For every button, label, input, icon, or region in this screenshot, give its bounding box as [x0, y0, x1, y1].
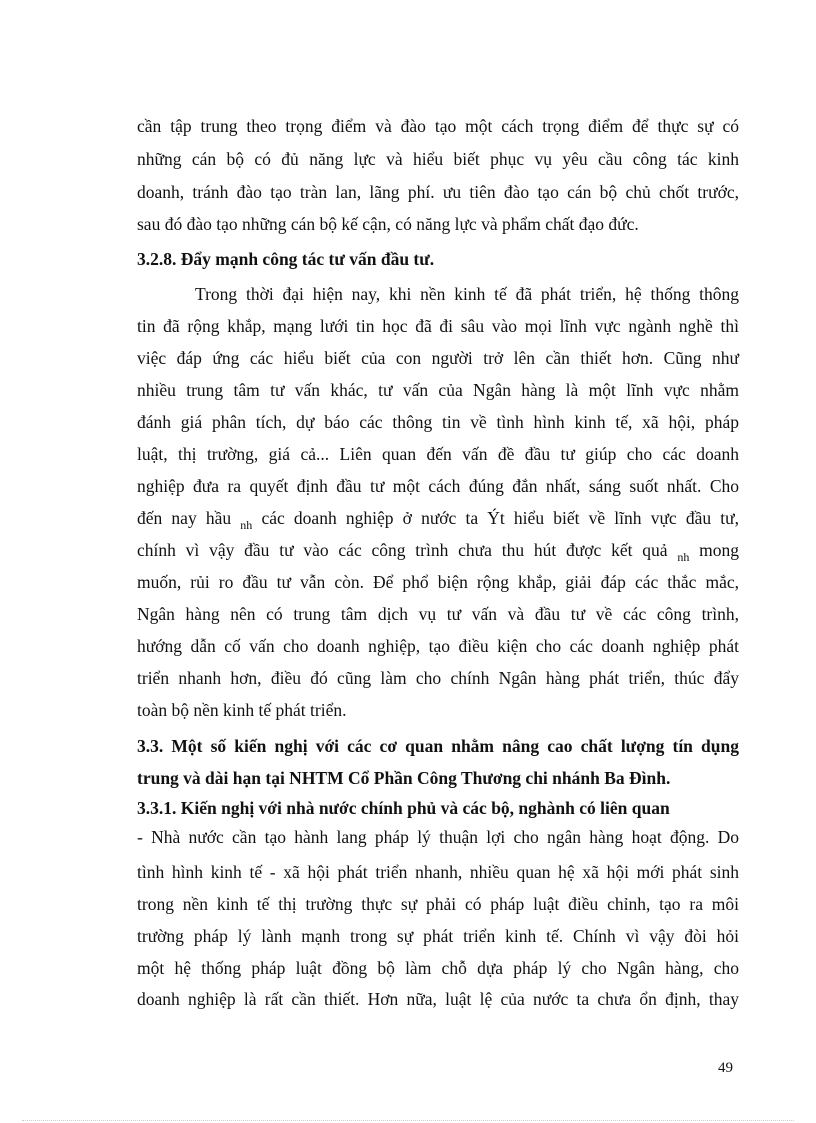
paragraph-line: những cán bộ có đủ năng lực và hiểu biết phục vụ yêu cầu công tác kinh	[137, 149, 739, 169]
paragraph-line: trong nền kinh tế thị trường thực sự phải có pháp luật điều chỉnh, tạo ra môi	[137, 894, 739, 914]
paragraph-line: sau đó đào tạo những cán bộ kế cận, có năng lực và phẩm chất đạo đức.	[137, 214, 639, 234]
paragraph-line	[137, 507, 740, 532]
paragraph-line: tin đã rộng khắp, mạng lưới tin học đã đi sâu vào mọi lĩnh vực ngành nghề thì	[137, 316, 739, 336]
paragraph-line: cần tập trung theo trọng điểm và đào tạo một cách trọng điểm để thực sự có	[137, 116, 739, 136]
section-heading-3-3-cont: trung và dài hạn tại NHTM Cổ Phần Công Thương chi nhánh Ba Đình.	[137, 768, 671, 788]
paragraph-line: triển nhanh hơn, điều đó cũng làm cho chính Ngân hàng phát triển, thúc đẩy	[137, 668, 739, 688]
paragraph-line: doanh, tránh đào tạo tràn lan, lãng phí. ưu tiên đào tạo cán bộ chủ chốt trước,	[137, 182, 739, 202]
paragraph-line: nhiều trung tâm tư vấn khác, tư vấn của Ngân hàng là một lĩnh vực nhằm	[137, 380, 739, 400]
ocr-artifact: nh	[240, 518, 253, 532]
paragraph-line: việc đáp ứng các hiểu biết của con người trở lên cần thiết hơn. Cũng như	[137, 348, 739, 368]
text-fragment: mong	[699, 540, 739, 560]
paragraph-line: đánh giá phân tích, dự báo các thông tin về tình hình kinh tế, xã hội, pháp	[137, 412, 739, 432]
section-heading-3-3-1: 3.3.1. Kiến nghị với nhà nước chính phủ và các bộ, nghành có liên quan	[137, 798, 670, 818]
paragraph-line: - Nhà nước cần tạo hành lang pháp lý thuận lợi cho ngân hàng hoạt động. Do	[137, 827, 739, 847]
paragraph-line: tình hình kinh tế - xã hội phát triển nhanh, nhiều quan hệ xã hội mới phát sinh	[137, 862, 739, 882]
paragraph-line: Trong thời đại hiện nay, khi nền kinh tế đã phát triển, hệ thống thông	[195, 284, 739, 304]
paragraph-line: Ngân hàng nên có trung tâm dịch vụ tư vấn và đầu tư về các công trình,	[137, 604, 739, 624]
section-heading-3-3: 3.3. Một số kiến nghị với các cơ quan nhằm nâng cao chất lượng tín dụng	[137, 736, 739, 756]
paragraph-line	[137, 539, 739, 564]
paragraph-line: hướng dẫn cố vấn cho doanh nghiệp, tạo điều kiện cho các doanh nghiệp phát	[137, 636, 739, 656]
paragraph-line: nghiệp đưa ra quyết định đầu tư một cách đúng đắn nhất, sáng suốt nhất. Cho	[137, 476, 739, 496]
paragraph-line: doanh nghiệp là rất cần thiết. Hơn nữa, luật lệ của nước ta chưa ổn định, thay	[137, 989, 739, 1009]
section-heading-3-2-8: 3.2.8. Đẩy mạnh công tác tư vấn đầu tư.	[137, 249, 435, 269]
text-fragment: các doanh nghiệp ở nước ta Ýt hiểu biết về lĩnh vực đầu tư,	[261, 508, 740, 528]
text-fragment: chính vì vậy đầu tư vào các công trình chưa thu hút được kết quả	[137, 540, 668, 560]
page-bottom-rule	[22, 1120, 794, 1121]
text-fragment: đến nay hầu	[137, 508, 232, 528]
page-number: 49	[718, 1060, 733, 1076]
paragraph-line: một hệ thống pháp luật đồng bộ làm chỗ dựa pháp lý cho Ngân hàng, cho	[137, 958, 739, 978]
paragraph-line: toàn bộ nền kinh tế phát triển.	[137, 700, 347, 720]
ocr-artifact: nh	[677, 550, 690, 564]
paragraph-line: luật, thị trường, giá cả... Liên quan đến vấn đề đầu tư giúp cho các doanh	[137, 444, 739, 464]
paragraph-line: muốn, rủi ro đầu tư vẫn còn. Để phổ biện rộng khắp, giải đáp các thắc mắc,	[137, 572, 739, 592]
paragraph-line: trường pháp lý lành mạnh trong sự phát triển kinh tế. Chính vì vậy đòi hỏi	[137, 926, 739, 946]
